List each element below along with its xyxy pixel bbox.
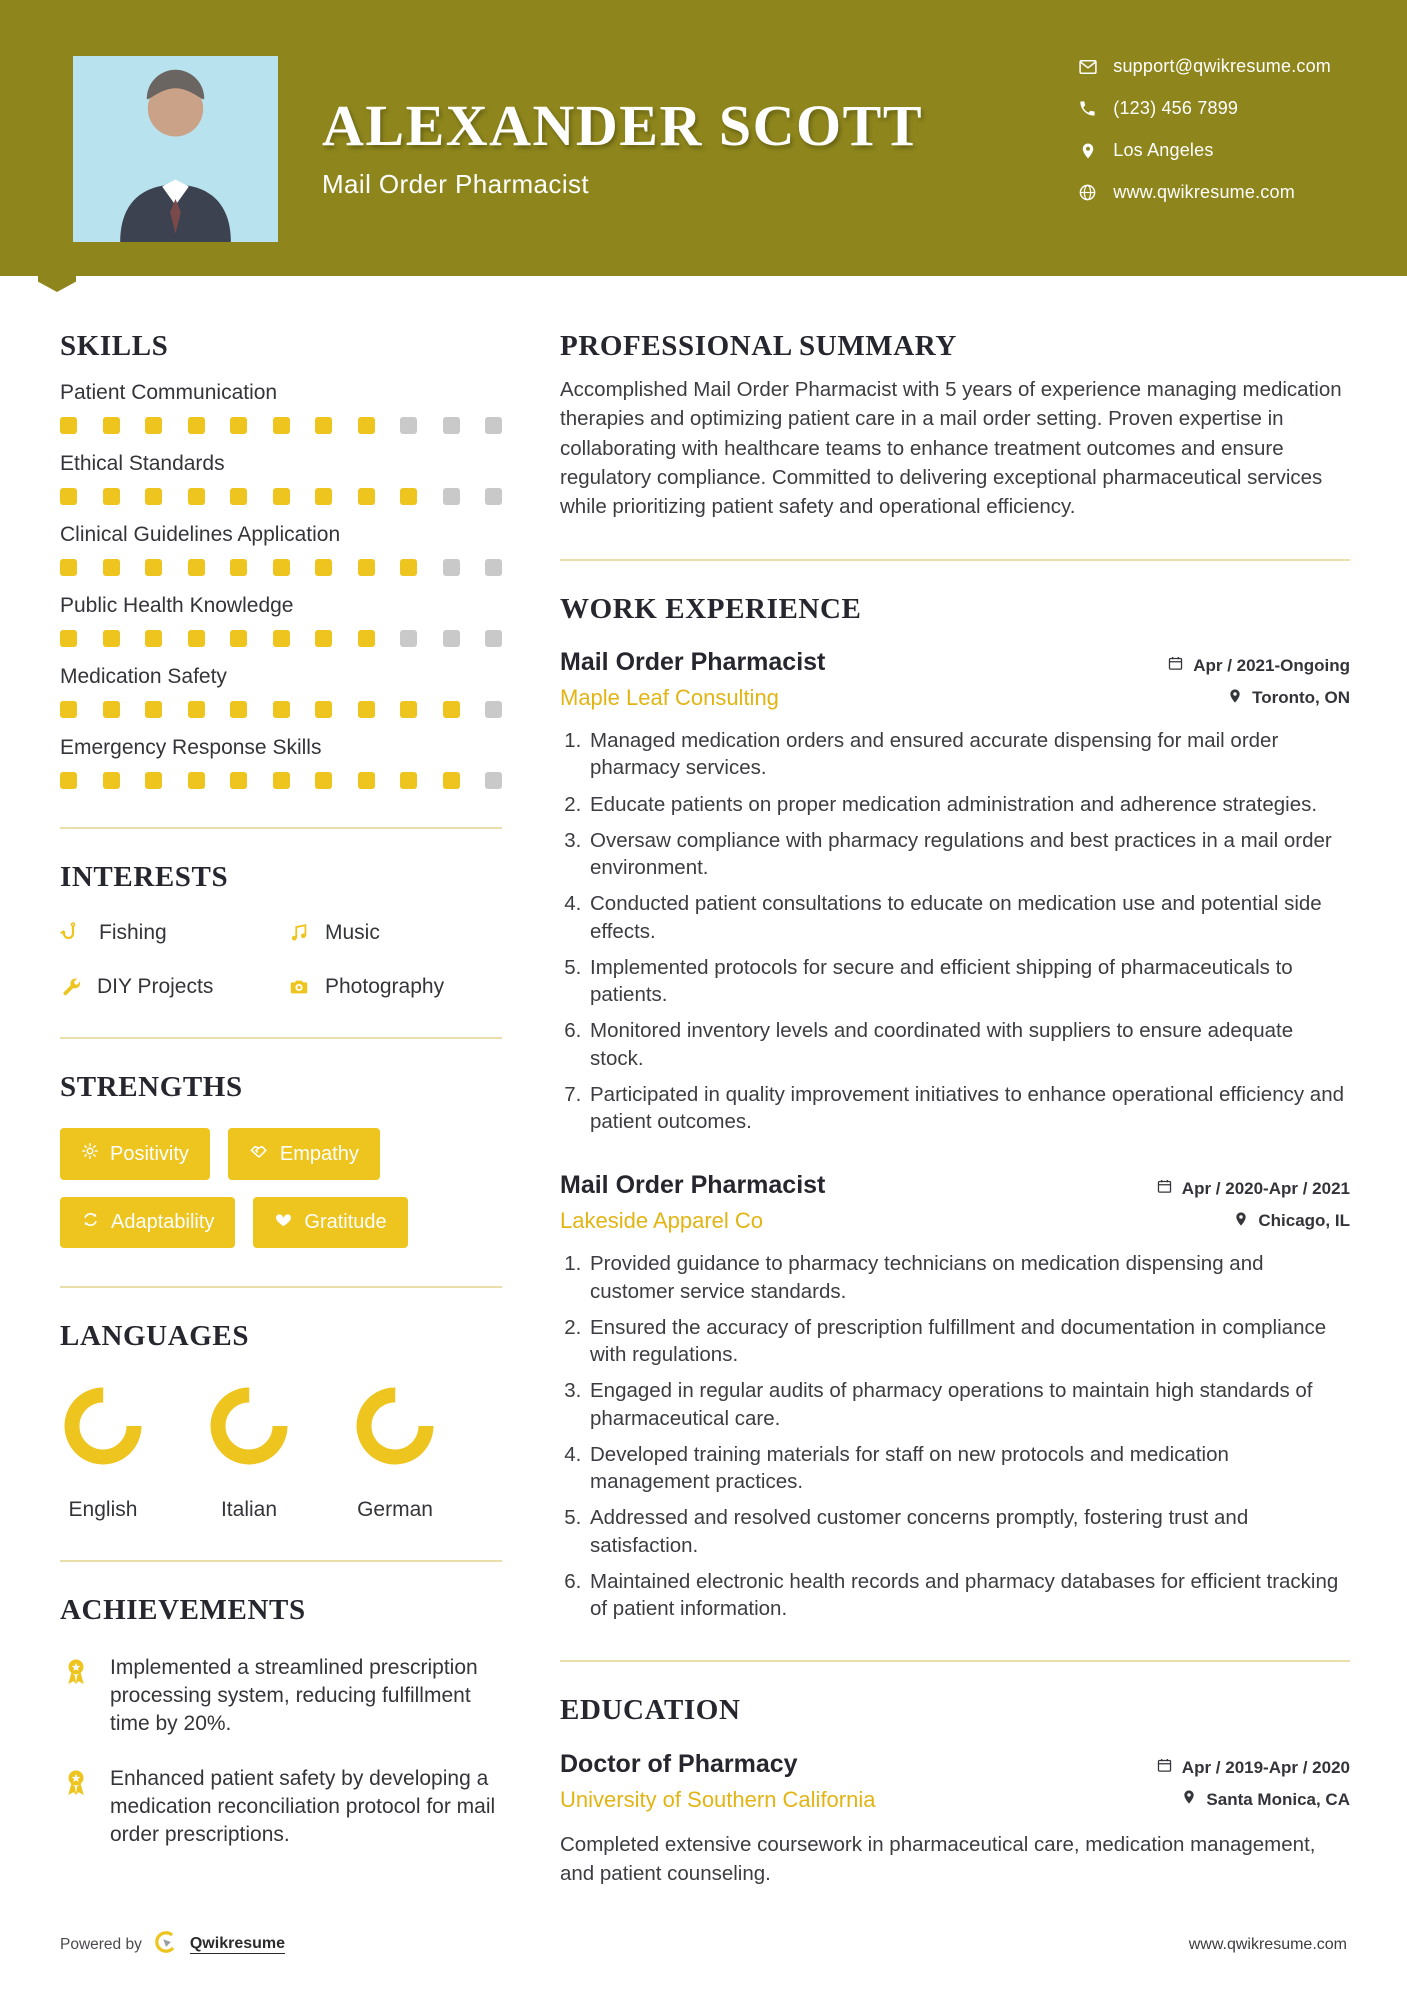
education-section [560, 1694, 1350, 1888]
rating-square-filled [358, 559, 375, 576]
skill-item [60, 452, 502, 505]
rating-square-filled [273, 559, 290, 576]
rating-square-empty [485, 701, 502, 718]
achievement-item [60, 1654, 502, 1739]
skill-item [60, 736, 502, 789]
skill-item [60, 594, 502, 647]
rating-square-filled [315, 559, 332, 576]
rating-square-filled [60, 559, 77, 576]
skill-label: Patient Communication [60, 381, 278, 405]
education-dates [1156, 1757, 1350, 1779]
job-title-row [560, 1171, 1350, 1200]
education-entry [560, 1750, 1350, 1888]
rating-square-filled [230, 701, 247, 718]
rating-square-filled [230, 630, 247, 647]
achievement-item [60, 1765, 502, 1850]
contact-website[interactable]: www.qwikresume.com [1113, 182, 1295, 202]
interest-item [60, 921, 288, 945]
language-donut-wrap [60, 1383, 146, 1474]
contact-website-row [1077, 182, 1331, 203]
language-item [352, 1383, 438, 1522]
achievements-section [60, 1594, 502, 1849]
languages-section [60, 1320, 502, 1522]
achievement-text: Enhanced patient safety by developing a medication reconciliation protocol for mail order prescriptions. [110, 1766, 496, 1847]
interests-heading: INTERESTS [60, 861, 229, 894]
rating-square-filled [188, 559, 205, 576]
divider [60, 1037, 502, 1039]
rating-square-filled [60, 630, 77, 647]
divider [60, 1560, 502, 1562]
rating-square-filled [315, 488, 332, 505]
rating-square-empty [485, 630, 502, 647]
contact-phone-row [1077, 98, 1331, 119]
rating-square-empty [485, 417, 502, 434]
skill-rating [60, 701, 502, 718]
skill-label: Public Health Knowledge [60, 594, 294, 618]
left-column [60, 330, 502, 1850]
job-dates-text: Apr / 2020-Apr / 2021 [1181, 1179, 1350, 1199]
pin-icon [1233, 1211, 1249, 1232]
calendar-icon [1156, 1757, 1173, 1779]
rating-square-filled [103, 772, 120, 789]
skill-rating [60, 630, 502, 647]
language-item [206, 1383, 292, 1522]
interests-section [60, 861, 502, 998]
rating-square-filled [358, 488, 375, 505]
language-donut-wrap [352, 1383, 438, 1474]
rating-square-empty [443, 630, 460, 647]
strength-pill [60, 1197, 235, 1248]
strength-label: Gratitude [304, 1211, 387, 1234]
profile-photo [73, 56, 278, 242]
duty-item: 2. Ensured the accuracy of prescription fulfillment and documentation in compliance with regulations. [587, 1314, 1350, 1369]
job-company-row [560, 1208, 1350, 1234]
interest-label: Fishing [99, 920, 167, 944]
skills-section [60, 330, 502, 789]
skill-rating [60, 559, 502, 576]
skill-label: Ethical Standards [60, 452, 225, 476]
job-title: Mail Order Pharmacist [560, 1171, 826, 1200]
interest-label: Music [325, 920, 380, 944]
person-job-title: Mail Order Pharmacist [322, 168, 590, 199]
job-title-row [560, 648, 1350, 677]
job-duties [560, 1250, 1350, 1622]
duty-item: 3. Engaged in regular audits of pharmacy operations to maintain high standards of pharmaceutical care. [587, 1377, 1350, 1432]
strength-pill [253, 1197, 407, 1248]
header-fold-decoration [38, 276, 76, 292]
language-donut-wrap [206, 1383, 292, 1474]
education-school-row [560, 1787, 1350, 1813]
job-dates-text: Apr / 2021-Ongoing [1193, 656, 1350, 676]
rating-square-filled [103, 417, 120, 434]
rating-square-empty [443, 417, 460, 434]
education-heading: EDUCATION [560, 1694, 741, 1727]
job-company-row [560, 685, 1350, 711]
rating-square-empty [485, 772, 502, 789]
rating-square-filled [443, 701, 460, 718]
strength-label: Positivity [110, 1142, 189, 1165]
duty-item: 3. Oversaw compliance with pharmacy regulations and best practices in a mail order environment. [587, 827, 1350, 882]
strength-pill [60, 1128, 210, 1180]
interests-grid [60, 921, 502, 999]
skill-rating [60, 488, 502, 505]
rating-square-filled [273, 772, 290, 789]
duty-item: 2. Educate patients on proper medication administration and adherence strategies. [587, 791, 1350, 818]
rating-square-filled [400, 488, 417, 505]
phone-icon [1077, 99, 1098, 118]
education-location-text: Santa Monica, CA [1206, 1789, 1350, 1809]
camera-icon [288, 976, 310, 998]
duty-item: 5. Implemented protocols for secure and efficient shipping of pharmaceuticals to patients. [587, 954, 1350, 1009]
globe-icon [1077, 183, 1098, 202]
interest-item [60, 975, 288, 999]
education-degree: Doctor of Pharmacy [560, 1749, 798, 1778]
job-company: Lakeside Apparel Co [560, 1208, 764, 1234]
rating-square-filled [60, 701, 77, 718]
person-name: ALEXANDER SCOTT [322, 93, 923, 158]
experience-section [560, 593, 1350, 1623]
language-level-donut [60, 1383, 146, 1469]
job-dates [1156, 1178, 1350, 1200]
rating-square-filled [358, 630, 375, 647]
interest-label: Photography [325, 974, 445, 998]
rating-square-filled [230, 559, 247, 576]
footer-website[interactable]: www.qwikresume.com [1188, 1935, 1347, 1953]
rating-square-empty [485, 488, 502, 505]
duty-item: 4. Conducted patient consultations to educate on medication use and potential side effects. [587, 890, 1350, 945]
interest-item [288, 921, 502, 945]
job-entry [560, 1171, 1350, 1622]
qwikresume-logo [153, 1929, 179, 1960]
rating-square-filled [103, 488, 120, 505]
email-icon [1077, 57, 1098, 77]
skill-rating [60, 417, 502, 434]
rating-square-filled [358, 772, 375, 789]
rating-square-filled [273, 630, 290, 647]
strengths-section [60, 1071, 502, 1248]
job-duties [560, 727, 1350, 1135]
education-location [1181, 1789, 1350, 1810]
summary-heading: PROFESSIONAL SUMMARY [560, 330, 957, 362]
identity-block [322, 93, 923, 200]
profile-photo-placeholder [73, 56, 278, 242]
skill-rating [60, 772, 502, 789]
rating-square-filled [443, 772, 460, 789]
duty-item: 1. Managed medication orders and ensured accurate dispensing for mail order pharmacy services. [587, 727, 1350, 782]
calendar-icon [1156, 1178, 1173, 1200]
contact-phone: (123) 456 7899 [1113, 98, 1239, 118]
language-level-donut [352, 1383, 438, 1469]
fishing-icon [60, 921, 84, 945]
rating-square-filled [188, 488, 205, 505]
achievements-heading: ACHIEVEMENTS [60, 1594, 306, 1627]
wrench-icon [60, 976, 82, 998]
music-icon [288, 922, 310, 944]
education-text: Completed extensive coursework in pharmaceutical care, medication management, and patient counseling. [560, 1832, 1316, 1885]
contact-location: Los Angeles [1113, 140, 1214, 160]
language-label: Italian [220, 1498, 278, 1522]
strength-pill [228, 1128, 380, 1180]
rating-square-filled [273, 701, 290, 718]
rating-square-filled [60, 488, 77, 505]
skill-item [60, 381, 502, 434]
duty-item: 1. Provided guidance to pharmacy technicians on medication dispensing and customer service standards. [587, 1250, 1350, 1305]
rating-square-filled [400, 772, 417, 789]
language-label: German [357, 1498, 433, 1522]
language-level-donut [206, 1383, 292, 1469]
job-company: Maple Leaf Consulting [560, 685, 779, 711]
footer [60, 1929, 1347, 1960]
rating-square-filled [315, 630, 332, 647]
qwikresume-link[interactable]: Qwikresume [189, 1935, 286, 1952]
rating-square-filled [230, 488, 247, 505]
experience-heading: WORK EXPERIENCE [560, 592, 862, 625]
achievement-icon [60, 1656, 92, 1739]
education-school: University of Southern California [560, 1786, 876, 1812]
rating-square-filled [273, 417, 290, 434]
contact-email-row [1077, 56, 1331, 77]
summary-text: Accomplished Mail Order Pharmacist with 5 years of experience managing medication therapies and optimizing patient care in a mail order setting. Proven expertise in collaborating with healthcare teams to enhance treatment outcomes and ensure regulatory compliance. Committed to delivering exceptional pharmaceutical services while prioritizing patient safety and operational efficiency. [560, 378, 1342, 518]
job-title: Mail Order Pharmacist [560, 648, 826, 677]
duty-item: 4. Developed training materials for staff on new protocols and medication management practices. [587, 1441, 1350, 1496]
skills-heading: SKILLS [60, 330, 169, 362]
rating-square-filled [230, 772, 247, 789]
rating-square-filled [315, 701, 332, 718]
strength-label: Empathy [279, 1142, 359, 1165]
rating-square-filled [145, 488, 162, 505]
powered-by-label: Powered by [60, 1935, 142, 1953]
rating-square-filled [103, 559, 120, 576]
rating-square-filled [400, 701, 417, 718]
strength-label: Adaptability [111, 1211, 215, 1234]
contact-email[interactable]: support@qwikresume.com [1113, 56, 1331, 76]
rating-square-filled [273, 488, 290, 505]
job-entry [560, 648, 1350, 1135]
rating-square-empty [443, 559, 460, 576]
rating-square-filled [315, 772, 332, 789]
duty-item: 6. Maintained electronic health records and pharmacy databases for efficient tracking of patient information. [587, 1568, 1350, 1623]
education-degree-row [560, 1750, 1350, 1779]
skill-item [60, 665, 502, 718]
job-location-text: Chicago, IL [1258, 1211, 1350, 1231]
rating-square-filled [60, 417, 77, 434]
calendar-icon [1167, 655, 1184, 677]
skill-label: Clinical Guidelines Application [60, 523, 341, 547]
language-label: English [68, 1498, 138, 1522]
skill-label: Medication Safety [60, 665, 227, 689]
rating-square-filled [230, 417, 247, 434]
rating-square-empty [400, 630, 417, 647]
languages-heading: LANGUAGES [60, 1320, 250, 1353]
skill-item [60, 523, 502, 576]
duty-item: 6. Monitored inventory levels and coordinated with suppliers to ensure adequate stock. [587, 1017, 1350, 1072]
rating-square-filled [145, 559, 162, 576]
rating-square-filled [103, 701, 120, 718]
interest-label: DIY Projects [97, 974, 214, 998]
divider [560, 559, 1350, 561]
rating-square-filled [188, 701, 205, 718]
duty-item: 5. Addressed and resolved customer concerns promptly, fostering trust and satisfaction. [587, 1504, 1350, 1559]
contact-location-row [1077, 140, 1331, 161]
rating-square-filled [145, 417, 162, 434]
rating-square-empty [400, 417, 417, 434]
job-location-text: Toronto, ON [1252, 688, 1350, 708]
rating-square-filled [400, 559, 417, 576]
job-location [1233, 1211, 1350, 1232]
duty-item: 7. Participated in quality improvement initiatives to enhance operational efficiency and patient outcomes. [587, 1081, 1350, 1136]
refresh-icon [81, 1210, 100, 1235]
right-column [560, 330, 1350, 1888]
strengths-heading: STRENGTHS [60, 1070, 243, 1103]
rating-square-filled [145, 630, 162, 647]
rating-square-filled [103, 630, 120, 647]
summary-section [560, 330, 1350, 521]
rating-square-filled [358, 701, 375, 718]
rating-square-filled [315, 417, 332, 434]
divider [60, 1286, 502, 1288]
education-dates-text: Apr / 2019-Apr / 2020 [1181, 1757, 1350, 1777]
contact-list [1077, 56, 1331, 203]
languages-list [60, 1383, 502, 1522]
header [0, 0, 1407, 276]
rating-square-empty [485, 559, 502, 576]
rating-square-filled [145, 701, 162, 718]
rating-square-filled [358, 417, 375, 434]
language-item [60, 1383, 146, 1522]
rating-square-filled [188, 772, 205, 789]
sun-icon [81, 1142, 99, 1166]
heart-icon [274, 1210, 293, 1235]
achievement-text: Implemented a streamlined prescription processing system, reducing fulfillment time by 20%. [110, 1655, 478, 1736]
rating-square-filled [188, 417, 205, 434]
pin-icon [1227, 688, 1243, 709]
interest-item [288, 975, 502, 999]
powered-by-block [60, 1929, 285, 1960]
job-dates [1167, 655, 1350, 677]
rating-square-filled [145, 772, 162, 789]
strengths-list [60, 1128, 502, 1248]
skill-label: Emergency Response Skills [60, 736, 322, 760]
location-icon [1077, 142, 1098, 160]
pin-icon [1181, 1789, 1197, 1810]
job-location [1227, 688, 1350, 709]
handshake-icon [249, 1141, 269, 1167]
rating-square-empty [443, 488, 460, 505]
achievement-icon [60, 1767, 92, 1850]
divider [60, 827, 502, 829]
divider [560, 1660, 1350, 1662]
rating-square-filled [60, 772, 77, 789]
rating-square-filled [188, 630, 205, 647]
